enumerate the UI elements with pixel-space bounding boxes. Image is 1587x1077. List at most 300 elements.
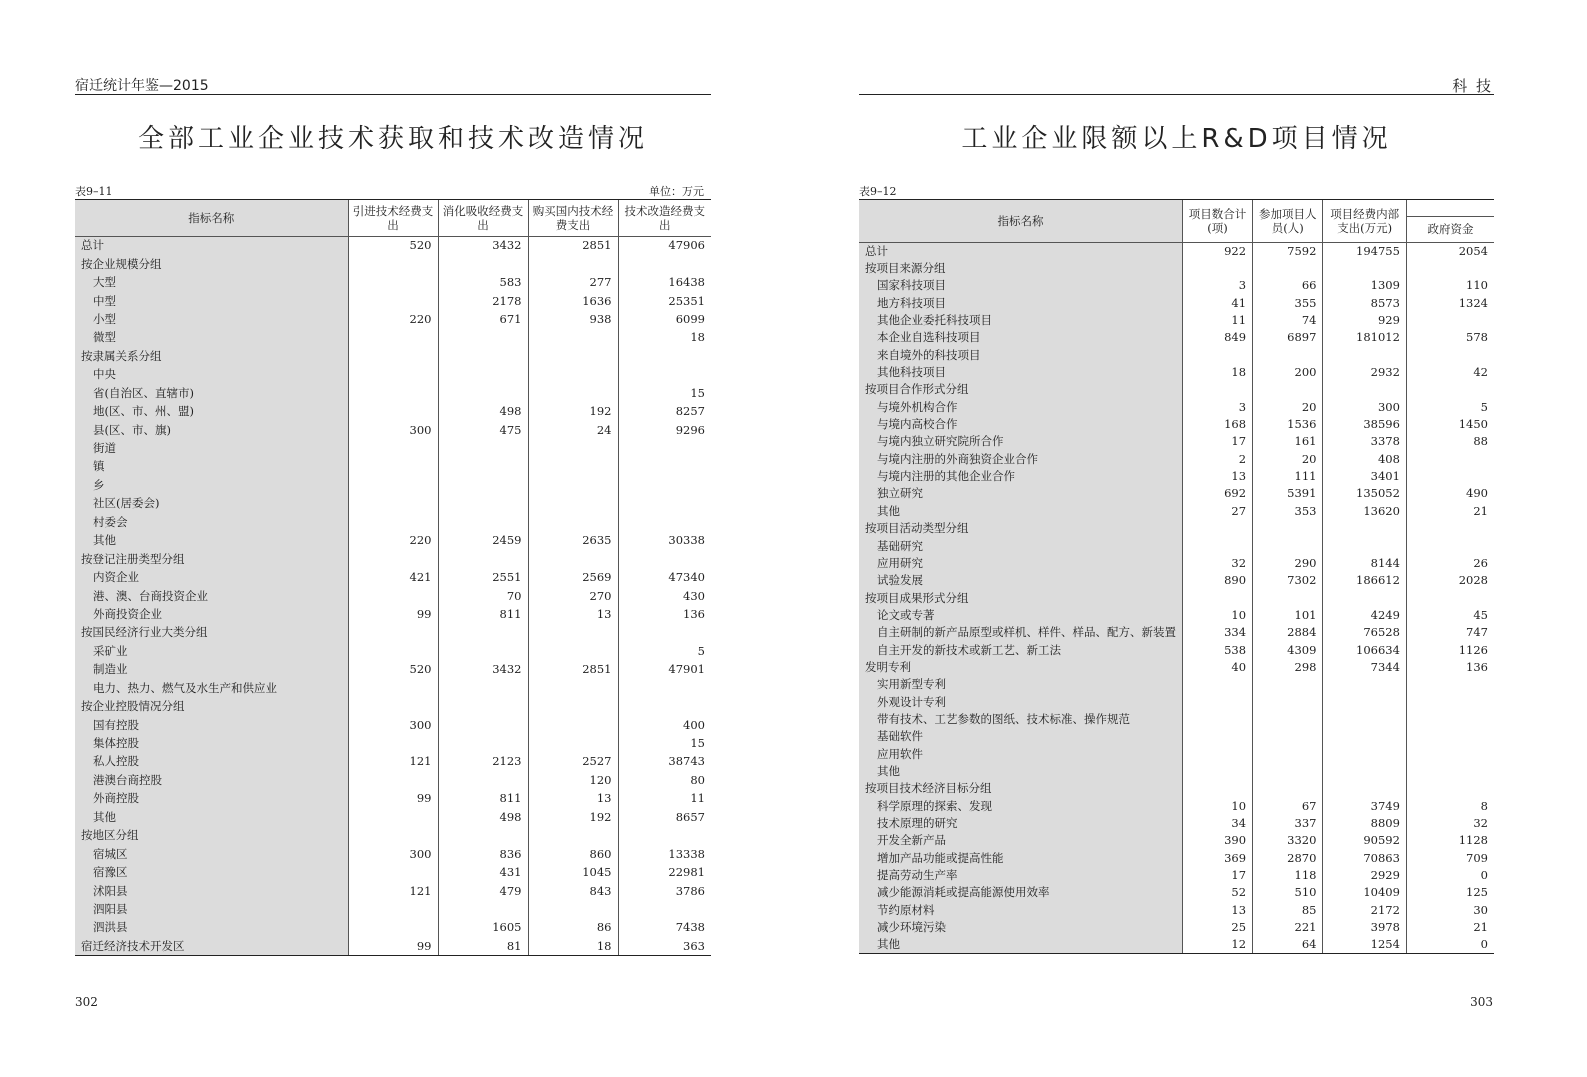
cell-value: 5391 (1253, 485, 1323, 502)
cell-value (1183, 710, 1253, 727)
cell-value (1323, 780, 1406, 797)
cell-value (528, 384, 618, 402)
cell-value (438, 365, 528, 383)
cell-value: 200 (1253, 363, 1323, 380)
cell-value (528, 476, 618, 494)
cell-value (348, 549, 438, 567)
table-row (859, 728, 1494, 745)
cell-value (1183, 745, 1253, 762)
cell-value (348, 457, 438, 475)
column-header: 技术改造经费支出 (618, 200, 711, 236)
cell-value (1253, 381, 1323, 398)
row-label: 按企业规模分组 (75, 254, 348, 272)
cell-value (438, 384, 528, 402)
row-label: 增加产品功能或提高性能 (859, 849, 1183, 866)
table-row (859, 381, 1494, 398)
cell-value: 475 (438, 420, 528, 438)
right-page (793, 0, 1587, 1077)
cell-value: 26 (1406, 554, 1494, 571)
row-label: 按项目合作形式分组 (859, 381, 1183, 398)
cell-value: 194755 (1323, 242, 1406, 259)
row-label: 地方科技项目 (859, 294, 1183, 311)
row-label: 基础软件 (859, 728, 1183, 745)
cell-value: 4249 (1323, 606, 1406, 623)
cell-value: 21 (1406, 502, 1494, 519)
cell-value (618, 476, 711, 494)
cell-value: 18 (618, 328, 711, 346)
cell-value: 74 (1253, 311, 1323, 328)
row-label: 提高劳动生产率 (859, 866, 1183, 883)
cell-value (438, 771, 528, 789)
table-row (75, 273, 711, 291)
cell-value: 11 (1183, 311, 1253, 328)
cell-value: 21 (1406, 918, 1494, 935)
row-label: 小型 (75, 310, 348, 328)
cell-value: 300 (1323, 398, 1406, 415)
cell-value: 30338 (618, 531, 711, 549)
cell-value: 8809 (1323, 814, 1406, 831)
table-row (859, 537, 1494, 554)
cell-value (618, 457, 711, 475)
cell-value: 6099 (618, 310, 711, 328)
row-label: 省(自治区、直辖市) (75, 384, 348, 402)
table-row (859, 832, 1494, 849)
row-label: 按登记注册类型分组 (75, 549, 348, 567)
cell-value: 355 (1253, 294, 1323, 311)
table-row (75, 549, 711, 567)
cell-value (528, 439, 618, 457)
cell-value: 3320 (1253, 832, 1323, 849)
column-header: 购买国内技术经费支出 (528, 200, 618, 236)
cell-value: 2054 (1406, 242, 1494, 259)
cell-value (348, 900, 438, 918)
row-label: 大型 (75, 273, 348, 291)
cell-value: 2527 (528, 752, 618, 770)
cell-value: 67 (1253, 797, 1323, 814)
cell-value (1323, 745, 1406, 762)
table-row (859, 658, 1494, 675)
cell-value (1406, 728, 1494, 745)
cell-value: 25 (1183, 918, 1253, 935)
cell-value: 709 (1406, 849, 1494, 866)
cell-value: 121 (348, 881, 438, 899)
cell-value (618, 900, 711, 918)
cell-value (528, 347, 618, 365)
table-row (75, 291, 711, 309)
row-label: 与境内注册的其他企业合作 (859, 467, 1183, 484)
row-label: 社区(居委会) (75, 494, 348, 512)
cell-value: 849 (1183, 329, 1253, 346)
cell-value: 2172 (1323, 901, 1406, 918)
table-row (859, 762, 1494, 779)
cell-value: 85 (1253, 901, 1323, 918)
row-label: 国有控股 (75, 715, 348, 733)
cell-value: 811 (438, 789, 528, 807)
cell-value: 400 (618, 715, 711, 733)
cell-value (1323, 537, 1406, 554)
cell-value: 12 (1183, 936, 1253, 953)
cell-value: 13 (528, 789, 618, 807)
table-row (75, 789, 711, 807)
cell-value (348, 384, 438, 402)
cell-value (1253, 693, 1323, 710)
cell-value (438, 476, 528, 494)
cell-value: 135052 (1323, 485, 1406, 502)
cell-value: 22981 (618, 863, 711, 881)
cell-value (348, 623, 438, 641)
table-row (859, 398, 1494, 415)
data-table (75, 200, 711, 956)
cell-value: 136 (618, 605, 711, 623)
row-label: 自主开发的新技术或新工艺、新工法 (859, 641, 1183, 658)
cell-value: 121 (348, 752, 438, 770)
cell-value (1183, 762, 1253, 779)
table-unit: 单位：万元 (649, 185, 704, 198)
row-label: 按项目活动类型分组 (859, 520, 1183, 537)
cell-value: 118 (1253, 866, 1323, 883)
table-row (859, 346, 1494, 363)
cell-value (1406, 745, 1494, 762)
cell-value (438, 900, 528, 918)
cell-value: 125 (1406, 884, 1494, 901)
cell-value: 24 (528, 420, 618, 438)
cell-value (438, 826, 528, 844)
row-label: 应用研究 (859, 554, 1183, 571)
table-row (859, 936, 1494, 953)
cell-value: 747 (1406, 624, 1494, 641)
cell-value (348, 808, 438, 826)
cell-value (1323, 381, 1406, 398)
cell-value (348, 347, 438, 365)
cell-value: 3401 (1323, 467, 1406, 484)
cell-value: 88 (1406, 433, 1494, 450)
cell-value (1253, 346, 1323, 363)
row-label: 其他 (75, 808, 348, 826)
cell-value (1323, 728, 1406, 745)
cell-value: 52 (1183, 884, 1253, 901)
cell-value (1253, 589, 1323, 606)
cell-value: 27 (1183, 502, 1253, 519)
cell-value: 4309 (1253, 641, 1323, 658)
cell-value (528, 623, 618, 641)
cell-value: 363 (618, 937, 711, 955)
cell-value (618, 826, 711, 844)
table-row (75, 365, 711, 383)
table-row (75, 384, 711, 402)
cell-value: 2459 (438, 531, 528, 549)
table-row (859, 849, 1494, 866)
cell-value: 99 (348, 605, 438, 623)
table-row (75, 494, 711, 512)
table-row (859, 814, 1494, 831)
table-row (75, 715, 711, 733)
table-row (75, 642, 711, 660)
row-label: 中央 (75, 365, 348, 383)
cell-value (1323, 762, 1406, 779)
table-row (75, 531, 711, 549)
cell-value (528, 642, 618, 660)
cell-value: 76528 (1323, 624, 1406, 641)
cell-value: 90592 (1323, 832, 1406, 849)
cell-value: 1636 (528, 291, 618, 309)
row-label: 发明专利 (859, 658, 1183, 675)
table-row (75, 697, 711, 715)
row-label: 乡 (75, 476, 348, 494)
row-label: 外商控股 (75, 789, 348, 807)
cell-value (528, 697, 618, 715)
cell-value: 101 (1253, 606, 1323, 623)
cell-value (618, 254, 711, 272)
cell-value: 3978 (1323, 918, 1406, 935)
table-row (859, 450, 1494, 467)
cell-value: 25351 (618, 291, 711, 309)
cell-value: 2929 (1323, 866, 1406, 883)
cell-value: 120 (528, 771, 618, 789)
cell-value: 45 (1406, 606, 1494, 623)
cell-value (1183, 520, 1253, 537)
table-row (859, 641, 1494, 658)
cell-value (618, 697, 711, 715)
cell-value: 3432 (438, 236, 528, 254)
cell-value (348, 863, 438, 881)
cell-value: 3 (1183, 277, 1253, 294)
table-row (859, 693, 1494, 710)
cell-value: 8573 (1323, 294, 1406, 311)
cell-value (438, 254, 528, 272)
table-row (859, 676, 1494, 693)
cell-value: 421 (348, 568, 438, 586)
cell-value: 369 (1183, 849, 1253, 866)
cell-value: 99 (348, 789, 438, 807)
cell-value: 2178 (438, 291, 528, 309)
page-title: 全部工业企业技术获取和技术改造情况 (137, 124, 648, 154)
cell-value (528, 365, 618, 383)
row-label: 按国民经济行业大类分组 (75, 623, 348, 641)
cell-value (438, 642, 528, 660)
row-label: 其他 (75, 531, 348, 549)
cell-value (1253, 780, 1323, 797)
table-row (75, 420, 711, 438)
cell-value (1406, 450, 1494, 467)
table-row (859, 918, 1494, 935)
cell-value (348, 642, 438, 660)
cell-value (1183, 537, 1253, 554)
row-label: 与境内独立研究院所合作 (859, 433, 1183, 450)
cell-value (1183, 346, 1253, 363)
cell-value: 161 (1253, 433, 1323, 450)
cell-value (1253, 520, 1323, 537)
cell-value (1406, 537, 1494, 554)
row-label: 独立研究 (859, 485, 1183, 502)
row-label: 私人控股 (75, 752, 348, 770)
cell-value: 13620 (1323, 502, 1406, 519)
row-label: 沭阳县 (75, 881, 348, 899)
cell-value (618, 494, 711, 512)
cell-value: 671 (438, 310, 528, 328)
cell-value: 431 (438, 863, 528, 881)
cell-value: 3432 (438, 660, 528, 678)
row-label: 节约原材料 (859, 901, 1183, 918)
cell-value: 70863 (1323, 849, 1406, 866)
cell-value (348, 439, 438, 457)
row-label: 集体控股 (75, 734, 348, 752)
cell-value: 20 (1253, 450, 1323, 467)
row-label: 微型 (75, 328, 348, 346)
table-row (75, 310, 711, 328)
cell-value: 1309 (1323, 277, 1406, 294)
table-row (859, 242, 1494, 259)
cell-value (1253, 259, 1323, 276)
table-row (859, 277, 1494, 294)
cell-value (1183, 693, 1253, 710)
row-label: 街道 (75, 439, 348, 457)
row-label: 来自境外的科技项目 (859, 346, 1183, 363)
cell-value (348, 697, 438, 715)
cell-value (348, 586, 438, 604)
row-label: 宿豫区 (75, 863, 348, 881)
cell-value (528, 734, 618, 752)
row-label: 按项目技术经济目标分组 (859, 780, 1183, 797)
cell-value: 192 (528, 808, 618, 826)
cell-value (1406, 589, 1494, 606)
column-header: 项目经费内部支出(万元) (1323, 200, 1406, 242)
cell-value: 0 (1406, 936, 1494, 953)
cell-value (528, 254, 618, 272)
table-row (859, 433, 1494, 450)
cell-value (348, 476, 438, 494)
row-label: 总计 (859, 242, 1183, 259)
cell-value (1406, 520, 1494, 537)
cell-value: 6897 (1253, 329, 1323, 346)
table-row (859, 520, 1494, 537)
row-label: 港澳台商控股 (75, 771, 348, 789)
cell-value: 7592 (1253, 242, 1323, 259)
cell-value (438, 347, 528, 365)
cell-value: 2028 (1406, 572, 1494, 589)
cell-value (1183, 259, 1253, 276)
cell-value: 890 (1183, 572, 1253, 589)
cell-value (528, 494, 618, 512)
cell-value: 16438 (618, 273, 711, 291)
cell-value: 18 (528, 937, 618, 955)
table-row (859, 780, 1494, 797)
table-row (75, 347, 711, 365)
cell-value (1406, 762, 1494, 779)
column-header: 指标名称 (859, 200, 1183, 242)
cell-value: 136 (1406, 658, 1494, 675)
cell-value: 334 (1183, 624, 1253, 641)
cell-value: 290 (1253, 554, 1323, 571)
cell-value (1406, 467, 1494, 484)
row-label: 镇 (75, 457, 348, 475)
table-row (75, 568, 711, 586)
cell-value: 8 (1406, 797, 1494, 814)
cell-value (618, 549, 711, 567)
cell-value: 520 (348, 660, 438, 678)
row-label: 减少能源消耗或提高能源使用效率 (859, 884, 1183, 901)
cell-value: 1128 (1406, 832, 1494, 849)
row-label: 县(区、市、旗) (75, 420, 348, 438)
row-label: 科学原理的探索、发现 (859, 797, 1183, 814)
cell-value: 220 (348, 310, 438, 328)
cell-value: 47340 (618, 568, 711, 586)
table-row (859, 502, 1494, 519)
cell-value (438, 513, 528, 531)
row-label: 试验发展 (859, 572, 1183, 589)
data-table (859, 200, 1494, 954)
cell-value: 3786 (618, 881, 711, 899)
cell-value (348, 273, 438, 291)
row-label: 与境内高校合作 (859, 415, 1183, 432)
row-label: 其他 (859, 936, 1183, 953)
cell-value (1406, 311, 1494, 328)
cell-value: 70 (438, 586, 528, 604)
page-number: 303 (1470, 995, 1493, 1009)
cell-value (348, 679, 438, 697)
cell-value: 1126 (1406, 641, 1494, 658)
column-header: 引进技术经费支出 (348, 200, 438, 236)
cell-value (1323, 676, 1406, 693)
cell-value (528, 679, 618, 697)
cell-value: 300 (348, 715, 438, 733)
cell-value: 32 (1183, 554, 1253, 571)
table-row (75, 660, 711, 678)
cell-value (528, 328, 618, 346)
cell-value (348, 734, 438, 752)
cell-value (1406, 259, 1494, 276)
cell-value (1323, 259, 1406, 276)
table-row (859, 624, 1494, 641)
row-label: 按项目来源分组 (859, 259, 1183, 276)
cell-value (438, 549, 528, 567)
cell-value: 38596 (1323, 415, 1406, 432)
cell-value: 836 (438, 844, 528, 862)
row-label: 按隶属关系分组 (75, 347, 348, 365)
table-row (859, 745, 1494, 762)
cell-value: 337 (1253, 814, 1323, 831)
cell-value (528, 457, 618, 475)
cell-value (1183, 780, 1253, 797)
table-row (859, 329, 1494, 346)
cell-value: 66 (1253, 277, 1323, 294)
cell-value: 2 (1183, 450, 1253, 467)
cell-value (528, 826, 618, 844)
cell-value: 192 (528, 402, 618, 420)
cell-value (528, 900, 618, 918)
table-row (75, 476, 711, 494)
cell-value (1406, 693, 1494, 710)
cell-value: 38743 (618, 752, 711, 770)
table-row (859, 363, 1494, 380)
cell-value: 86 (528, 918, 618, 936)
cell-value: 3 (1183, 398, 1253, 415)
table-row (75, 900, 711, 918)
cell-value: 17 (1183, 433, 1253, 450)
cell-value (618, 513, 711, 531)
cell-value: 2635 (528, 531, 618, 549)
row-label: 其他企业委托科技项目 (859, 311, 1183, 328)
row-label: 宿迁经济技术开发区 (75, 937, 348, 955)
cell-value: 5 (1406, 398, 1494, 415)
cell-value: 42 (1406, 363, 1494, 380)
row-label: 电力、热力、燃气及水生产和供应业 (75, 679, 348, 697)
cell-value (1323, 710, 1406, 727)
table-row (75, 402, 711, 420)
cell-value: 270 (528, 586, 618, 604)
row-label: 与境内注册的外商独资企业合作 (859, 450, 1183, 467)
cell-value (348, 826, 438, 844)
cell-value: 40 (1183, 658, 1253, 675)
